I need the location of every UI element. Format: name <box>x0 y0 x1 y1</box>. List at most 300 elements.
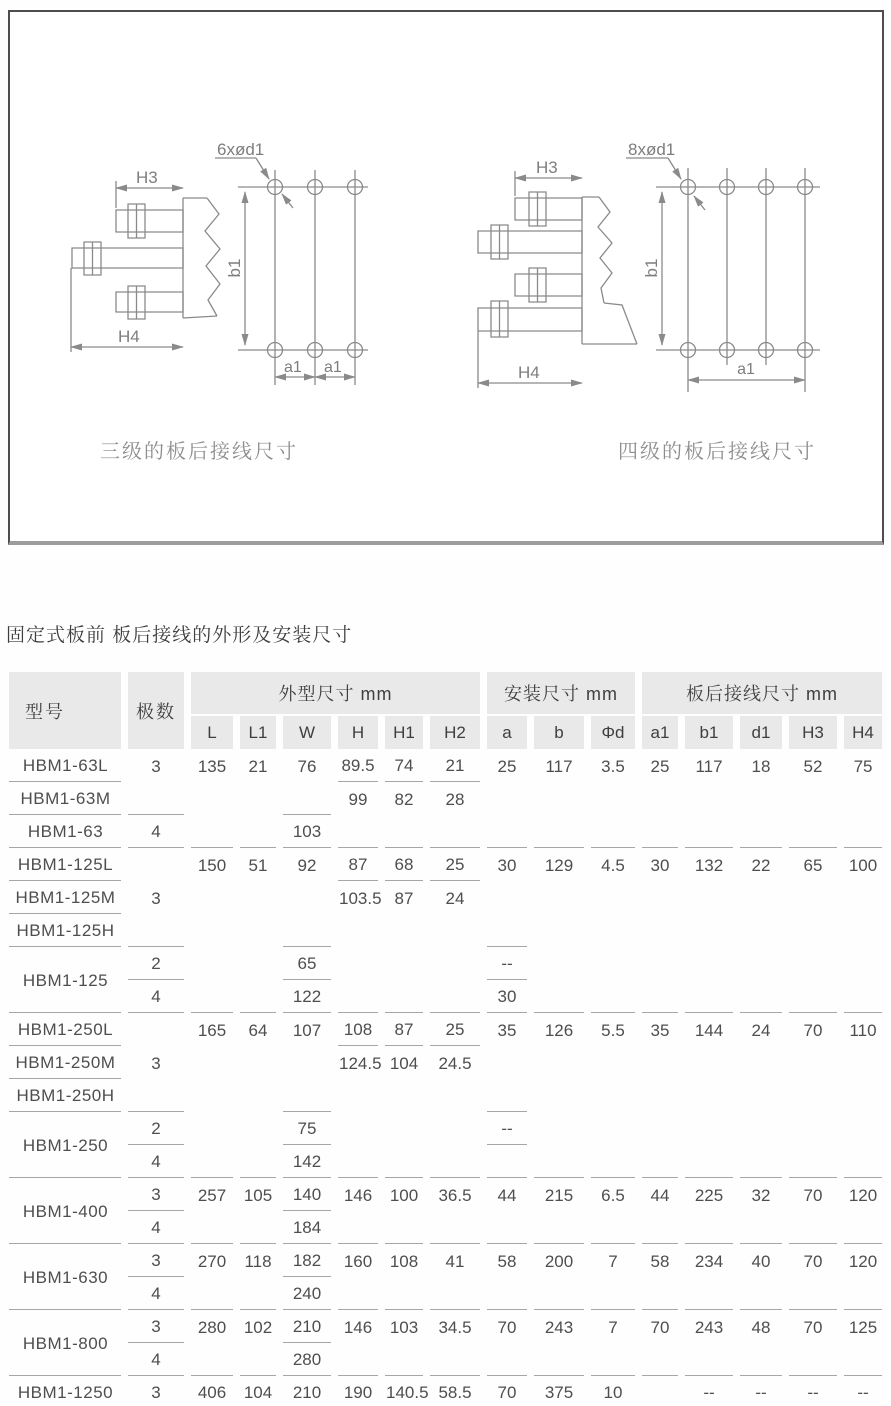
cell-b1: 243 <box>694 1317 724 1337</box>
header-col-d1: d1 <box>740 716 782 749</box>
cell-b <box>534 1213 584 1244</box>
table-row <box>9 1081 882 1112</box>
cell-H: 146 <box>343 1185 373 1205</box>
cell-phid <box>591 949 635 980</box>
table-body <box>9 751 882 1406</box>
cell-b <box>534 1114 584 1145</box>
cell-H3: 70 <box>803 1020 823 1040</box>
cell-H: 146 <box>343 1317 373 1337</box>
cell-phid <box>591 1048 635 1079</box>
cell-W: 103 <box>283 817 331 848</box>
cell-d1 <box>740 1048 782 1079</box>
cell-d1 <box>740 916 782 947</box>
cell-a: 70 <box>497 1317 517 1337</box>
cell-a1 <box>642 949 678 980</box>
cell-H1 <box>385 1213 423 1244</box>
cell-a1 <box>642 883 678 914</box>
hole-pattern-3pole <box>238 170 368 385</box>
caption-4pole: 四级的板后接线尺寸 <box>618 441 816 463</box>
cell-phid <box>591 982 635 1013</box>
header-group-outline: 外型尺寸 mm <box>191 672 480 714</box>
cell-H4 <box>844 817 882 848</box>
table-row <box>9 1345 882 1376</box>
cell-H1 <box>385 1147 423 1178</box>
cell-H3 <box>789 784 837 815</box>
cell-H4 <box>844 1345 882 1376</box>
dim-label-b1-left: b1 <box>225 258 244 278</box>
cell-a1 <box>642 1114 678 1145</box>
cell-H: 160 <box>343 1251 373 1271</box>
cell-H <box>338 817 378 848</box>
cell-L1 <box>240 784 276 815</box>
header-col-a: a <box>487 716 527 749</box>
cell-H3: 52 <box>803 756 823 776</box>
model-cell: HBM1-125L <box>9 850 121 881</box>
cell-L <box>191 817 233 848</box>
cell-H: 124.5 <box>339 1053 382 1073</box>
cell-poles <box>128 784 184 815</box>
cell-poles: 3 <box>151 1053 161 1073</box>
cell-H3: 65 <box>803 855 823 875</box>
cell-W <box>283 784 331 815</box>
cell-a1 <box>642 1378 678 1406</box>
cell-H <box>338 1147 378 1178</box>
drawing-3pole <box>71 140 368 385</box>
cell-H3 <box>789 1048 837 1079</box>
header-col-l1: L1 <box>240 716 276 749</box>
cell-H2: 36.5 <box>438 1185 472 1205</box>
cell-H4 <box>844 883 882 914</box>
table-row <box>9 949 882 980</box>
cell-H3 <box>789 1081 837 1112</box>
cell-H2: 34.5 <box>438 1317 472 1337</box>
cell-H3 <box>789 1345 837 1376</box>
cell-L1: 102 <box>243 1317 273 1337</box>
cell-poles: 3 <box>128 1246 184 1277</box>
cell-phid <box>591 1114 635 1145</box>
cell-H: 89.5 <box>338 751 378 782</box>
cell-H <box>338 916 378 947</box>
cell-d1: 32 <box>751 1185 771 1205</box>
terminal-studs-3pole <box>72 204 183 319</box>
cell-L <box>191 916 233 947</box>
cell-b1 <box>685 883 733 914</box>
cell-H1: 68 <box>385 850 423 881</box>
cell-L <box>191 1213 233 1244</box>
table-row <box>9 982 882 1013</box>
cell-H2 <box>430 1081 480 1112</box>
cell-H4 <box>844 1213 882 1244</box>
cell-d1 <box>740 817 782 848</box>
cell-b1 <box>685 1279 733 1310</box>
cell-L1: 105 <box>243 1185 273 1205</box>
cell-H1: 87 <box>394 888 414 908</box>
header-col-h4: H4 <box>844 716 882 749</box>
table-row <box>9 1312 882 1343</box>
cell-H1 <box>385 916 423 947</box>
model-cell: HBM1-800 <box>9 1312 121 1376</box>
cell-a <box>487 883 527 914</box>
cell-b1: 132 <box>694 855 724 875</box>
cell-b1: 117 <box>695 756 723 776</box>
dimension-table <box>2 670 889 1406</box>
cell-d1 <box>740 784 782 815</box>
cell-H <box>338 949 378 980</box>
cell-L1: 64 <box>248 1020 268 1040</box>
cell-H3: 70 <box>803 1251 823 1271</box>
cell-H2 <box>430 1345 480 1376</box>
cell-b1 <box>685 784 733 815</box>
hole-pattern-4pole <box>656 168 820 392</box>
cell-a <box>487 784 527 815</box>
cell-d1 <box>740 1279 782 1310</box>
table-row <box>9 751 882 782</box>
cell-H4 <box>844 1114 882 1145</box>
cell-poles: 3 <box>128 1180 184 1211</box>
cell-H3 <box>789 817 837 848</box>
cell-L1: 118 <box>244 1251 272 1271</box>
cell-H4: 120 <box>848 1251 878 1271</box>
cell-d1: 22 <box>751 855 771 875</box>
dim-h4-4pole <box>478 331 582 388</box>
cell-a <box>487 1279 527 1310</box>
dim-label-a1-right: a1 <box>737 361 755 378</box>
cell-poles: 3 <box>128 1378 184 1406</box>
cell-H1 <box>385 949 423 980</box>
cell-H2: 25 <box>430 850 480 881</box>
cell-a1 <box>642 784 678 815</box>
cell-d1 <box>740 883 782 914</box>
cell-H2 <box>430 1147 480 1178</box>
cell-H <box>338 1345 378 1376</box>
cell-H4 <box>844 1081 882 1112</box>
model-cell: HBM1-1250 <box>9 1378 121 1406</box>
cell-b <box>534 949 584 980</box>
terminal-studs-4pole <box>478 192 582 337</box>
table-row <box>9 1246 882 1277</box>
cell-b <box>534 1048 584 1079</box>
cell-H2: 58.5 <box>430 1378 480 1406</box>
cell-L <box>191 1081 233 1112</box>
dim-b1-3pole <box>225 192 245 345</box>
cell-b1 <box>685 916 733 947</box>
table-row <box>9 1048 882 1079</box>
header-group-rear: 板后接线尺寸 mm <box>642 672 882 714</box>
cell-poles: 4 <box>128 1213 184 1244</box>
cell-b1 <box>685 1081 733 1112</box>
cell-d1 <box>740 1147 782 1178</box>
cell-W <box>283 1081 331 1112</box>
cell-phid <box>591 1345 635 1376</box>
table-row <box>9 850 882 881</box>
cell-poles <box>128 1081 184 1112</box>
cell-H1: 100 <box>389 1185 419 1205</box>
cell-W: 140 <box>283 1180 331 1211</box>
cell-L1 <box>240 1081 276 1112</box>
cell-L1: 51 <box>248 855 268 875</box>
cell-d1 <box>740 1213 782 1244</box>
cell-H2: 24 <box>445 888 465 908</box>
cell-L1 <box>240 1114 276 1145</box>
cell-H4: 120 <box>848 1185 878 1205</box>
cell-b <box>534 1147 584 1178</box>
cell-poles <box>128 850 184 881</box>
cell-a: 35 <box>497 1020 517 1040</box>
cell-phid <box>591 817 635 848</box>
cell-phid <box>591 1081 635 1112</box>
header-col-l: L <box>191 716 233 749</box>
cell-H <box>338 1114 378 1145</box>
cell-W: 184 <box>283 1213 331 1244</box>
cell-a <box>487 1345 527 1376</box>
cell-H <box>338 1213 378 1244</box>
model-cell: HBM1-63 <box>9 817 121 848</box>
cell-poles <box>128 1015 184 1046</box>
cell-L1 <box>240 982 276 1013</box>
table-row <box>9 1180 882 1211</box>
cell-d1: 24 <box>751 1020 771 1040</box>
cell-W <box>283 1048 331 1079</box>
cell-a <box>487 1048 527 1079</box>
cell-a1 <box>642 1345 678 1376</box>
model-cell: HBM1-250 <box>9 1114 121 1178</box>
cell-H1 <box>385 1081 423 1112</box>
header-col-b1: b1 <box>685 716 733 749</box>
cell-H1 <box>385 817 423 848</box>
cell-H1 <box>385 982 423 1013</box>
cell-a <box>487 1147 527 1178</box>
cell-H3 <box>789 949 837 980</box>
hole-label-4pole: 8xød1 <box>628 140 676 159</box>
cell-L: 257 <box>197 1185 227 1205</box>
cell-L1: 21 <box>248 756 268 776</box>
cell-H2 <box>430 1114 480 1145</box>
cell-poles: 4 <box>128 817 184 848</box>
cell-phid <box>591 916 635 947</box>
header-model: 型号 <box>9 672 121 749</box>
cell-W: 210 <box>283 1312 331 1343</box>
header-group-mounting: 安装尺寸 mm <box>487 672 635 714</box>
cell-b1 <box>685 817 733 848</box>
cell-b: 129 <box>544 855 574 875</box>
cell-a1: 35 <box>650 1020 670 1040</box>
cell-a: 44 <box>497 1185 517 1205</box>
cell-H1: 74 <box>385 751 423 782</box>
cell-phid <box>591 1213 635 1244</box>
cell-b1 <box>685 1114 733 1145</box>
dim-label-h4-right: H4 <box>518 363 540 382</box>
header-col-h2: H2 <box>430 716 480 749</box>
cell-H2 <box>430 949 480 980</box>
cell-a1 <box>642 1048 678 1079</box>
cell-a1: 25 <box>650 756 670 776</box>
page-title: 固定式板前 板后接线的外形及安装尺寸 <box>6 625 353 646</box>
cell-H1: 103 <box>389 1317 419 1337</box>
cell-poles: 3 <box>151 756 161 776</box>
cell-H: 108 <box>338 1015 378 1046</box>
drawing-4pole <box>478 140 820 392</box>
cell-b <box>534 1279 584 1310</box>
cell-b: 215 <box>544 1185 574 1205</box>
table-row <box>9 1213 882 1244</box>
cell-a: 58 <box>497 1251 517 1271</box>
cell-phid: 3.5 <box>601 756 625 776</box>
cell-H1: 108 <box>389 1251 419 1271</box>
dim-h3-4pole <box>515 158 582 196</box>
cell-H4 <box>844 916 882 947</box>
table-row <box>9 817 882 848</box>
dim-label-b1-right: b1 <box>642 258 661 278</box>
cell-W <box>283 916 331 947</box>
cell-L: 270 <box>197 1251 227 1271</box>
cell-a1 <box>642 1213 678 1244</box>
cell-poles: 3 <box>151 888 161 908</box>
cell-b: 243 <box>544 1317 574 1337</box>
cell-H <box>338 982 378 1013</box>
cell-H4: 110 <box>849 1020 877 1040</box>
header-col-h3: H3 <box>789 716 837 749</box>
table-row <box>9 1378 882 1406</box>
cell-H1 <box>385 1114 423 1145</box>
dim-label-a1-left-1: a1 <box>284 359 302 376</box>
cell-H <box>338 1279 378 1310</box>
cell-W: 182 <box>283 1246 331 1277</box>
table-row <box>9 784 882 815</box>
cell-a <box>487 1081 527 1112</box>
cell-a <box>487 916 527 947</box>
cell-L1 <box>240 1213 276 1244</box>
cell-L <box>191 784 233 815</box>
cell-a: 30 <box>497 855 517 875</box>
cell-L: 280 <box>197 1317 227 1337</box>
cell-b1 <box>685 1147 733 1178</box>
table-row <box>9 1147 882 1178</box>
dim-label-h3-left: H3 <box>136 168 158 187</box>
header-col-w: W <box>283 716 331 749</box>
cell-L <box>191 1147 233 1178</box>
caption-3pole: 三级的板后接线尺寸 <box>100 441 298 463</box>
table-header <box>9 672 882 749</box>
cell-L <box>191 1345 233 1376</box>
hole-label-3pole: 6xød1 <box>217 140 265 159</box>
cell-L: 406 <box>191 1378 233 1406</box>
cell-W: 75 <box>283 1114 331 1145</box>
cell-H2: 24.5 <box>438 1053 472 1073</box>
model-cell: HBM1-400 <box>9 1180 121 1244</box>
cell-H3 <box>789 1279 837 1310</box>
model-cell: HBM1-250M <box>9 1048 121 1079</box>
cell-L: 135 <box>197 756 227 776</box>
cell-a <box>487 817 527 848</box>
model-cell: HBM1-630 <box>9 1246 121 1310</box>
cell-phid <box>591 1279 635 1310</box>
cell-a1: 58 <box>650 1251 670 1271</box>
technical-drawings <box>0 0 891 560</box>
cell-a1 <box>642 1147 678 1178</box>
cell-L1 <box>240 1147 276 1178</box>
cell-b <box>534 883 584 914</box>
cell-L1 <box>240 949 276 980</box>
cell-L1 <box>240 1279 276 1310</box>
cell-H: 87 <box>338 850 378 881</box>
breaker-body-3pole <box>183 198 220 318</box>
cell-H1: 140.5 <box>385 1378 423 1406</box>
cell-b: 200 <box>544 1251 574 1271</box>
cell-b: 126 <box>544 1020 574 1040</box>
cell-L1 <box>240 916 276 947</box>
cell-H4 <box>844 982 882 1013</box>
cell-b <box>534 784 584 815</box>
cell-poles: 2 <box>128 949 184 980</box>
cell-poles <box>128 916 184 947</box>
table-row <box>9 1114 882 1145</box>
cell-a: 25 <box>497 756 517 776</box>
cell-H4: -- <box>844 1378 882 1406</box>
cell-H3 <box>789 883 837 914</box>
cell-a1: 44 <box>650 1185 670 1205</box>
cell-poles: 3 <box>128 1312 184 1343</box>
header-col-a1: a1 <box>642 716 678 749</box>
cell-a: 30 <box>487 982 527 1013</box>
table-row <box>9 883 882 914</box>
header-col-b: b <box>534 716 584 749</box>
cell-b: 117 <box>545 756 573 776</box>
cell-W: 92 <box>297 855 317 875</box>
cell-a: 70 <box>487 1378 527 1406</box>
cell-H3: 70 <box>803 1317 823 1337</box>
cell-a1 <box>642 916 678 947</box>
cell-d1 <box>740 1081 782 1112</box>
cell-b1: 234 <box>694 1251 724 1271</box>
model-cell: HBM1-125H <box>9 916 121 947</box>
cell-a1 <box>642 1279 678 1310</box>
cell-a <box>487 1213 527 1244</box>
hole-callout-4pole <box>626 140 705 210</box>
cell-L1: 104 <box>240 1378 276 1406</box>
header-poles: 极数 <box>128 672 184 749</box>
cell-phid: 6.5 <box>601 1185 625 1205</box>
cell-H1: 104 <box>389 1053 419 1073</box>
cell-b <box>534 916 584 947</box>
cell-d1: -- <box>740 1378 782 1406</box>
model-cell: HBM1-125M <box>9 883 121 914</box>
cell-d1: 48 <box>751 1317 771 1337</box>
model-cell: HBM1-250H <box>9 1081 121 1112</box>
cell-H4 <box>844 949 882 980</box>
cell-phid <box>591 784 635 815</box>
cell-d1 <box>740 1345 782 1376</box>
cell-b1 <box>685 1345 733 1376</box>
cell-H: 103.5 <box>339 888 382 908</box>
cell-b1 <box>685 982 733 1013</box>
dim-label-h4-left: H4 <box>118 327 140 346</box>
cell-L1 <box>240 1048 276 1079</box>
cell-H3 <box>789 916 837 947</box>
cell-H4: 125 <box>848 1317 878 1337</box>
cell-H2: 25 <box>430 1015 480 1046</box>
cell-poles: 2 <box>128 1114 184 1145</box>
cell-L <box>191 883 233 914</box>
cell-poles: 4 <box>128 1345 184 1376</box>
cell-a1 <box>642 817 678 848</box>
table-row <box>9 1279 882 1310</box>
cell-H1: 87 <box>385 1015 423 1046</box>
cell-phid: 7 <box>608 1317 618 1337</box>
cell-H1 <box>385 1279 423 1310</box>
cell-L <box>191 1114 233 1145</box>
cell-H2: 41 <box>445 1251 465 1271</box>
cell-H2: 28 <box>445 789 465 809</box>
